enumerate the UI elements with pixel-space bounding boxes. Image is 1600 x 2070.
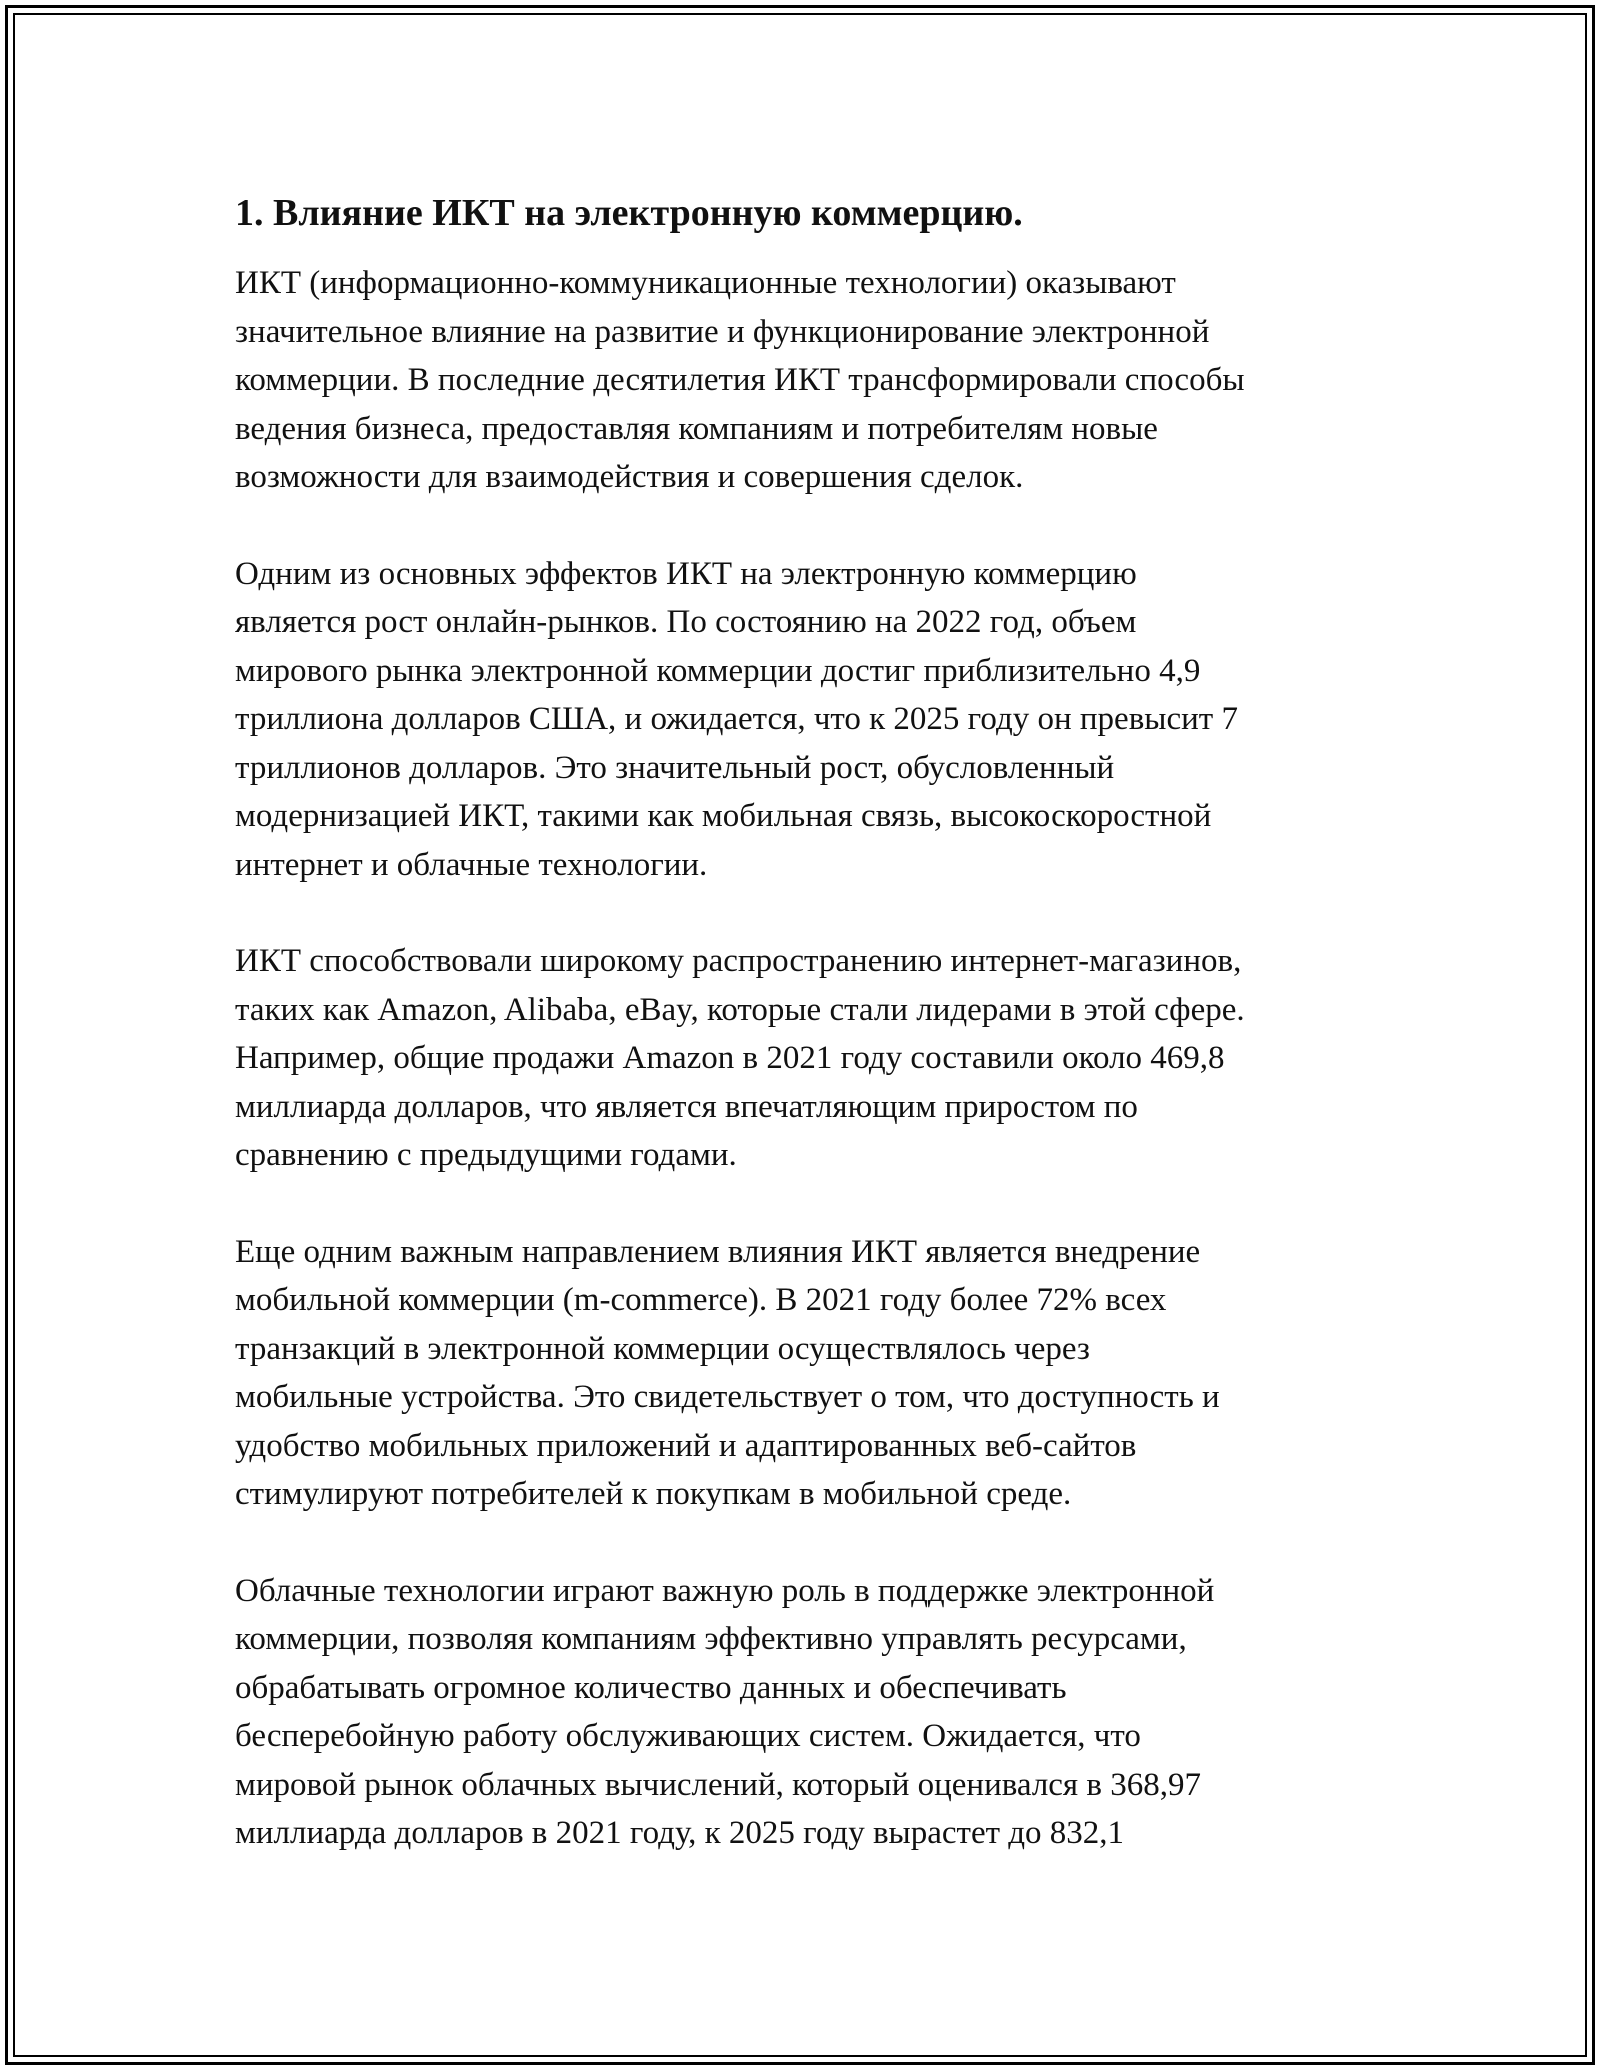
- paragraph-3: [235, 937, 1395, 1180]
- text-line: Например, общие продажи Amazon в 2021 году составили около 469,8: [235, 1040, 1225, 1076]
- text-line: модернизацией ИКТ, такими как мобильная связь, высокоскоростной: [235, 798, 1212, 834]
- text-line: триллионов долларов. Это значительный рост, обусловленный: [235, 749, 1115, 786]
- text-line: сравнению с предыдущими годами.: [235, 1137, 737, 1173]
- text-line: стимулируют потребителей к покупкам в мобильной среде.: [235, 1476, 1072, 1512]
- text-line: триллиона долларов США, и ожидается, что к 2025 году он превысит 7: [235, 701, 1238, 737]
- text-line: таких как Amazon, Alibaba, eBay, которые стали лидерами в этой сфере.: [235, 991, 1245, 1028]
- text-line: ИКТ способствовали широкому распространению интернет-магазинов,: [235, 943, 1242, 979]
- text-line: удобство мобильных приложений и адаптированных веб-сайтов: [235, 1427, 1137, 1464]
- paragraph-1: [235, 259, 1395, 502]
- text-line: является рост онлайн-рынков. По состоянию на 2022 год, объем: [235, 604, 1137, 640]
- text-line: бесперебойную работу обслуживающих систем. Ожидается, что: [235, 1718, 1141, 1754]
- text-line: мобильные устройства. Это свидетельствует о том, что доступность и: [235, 1379, 1220, 1415]
- text-line: Облачные технологии играют важную роль в поддержке электронной: [235, 1572, 1215, 1609]
- text-line: ИКТ (информационно-коммуникационные технологии) оказывают: [235, 265, 1176, 301]
- text-line: значительное влияние на развитие и функционирование электронной: [235, 313, 1210, 350]
- text-line: транзакций в электронной коммерции осуществлялось через: [235, 1330, 1090, 1367]
- text-line: миллиарда долларов в 2021 году, к 2025 году вырастет до 832,1: [235, 1815, 1125, 1851]
- text-line: возможности для взаимодействия и совершения сделок.: [235, 459, 1024, 495]
- text-line: Одним из основных эффектов ИКТ на электронную коммерцию: [235, 555, 1137, 592]
- paragraph-4: [235, 1228, 1395, 1519]
- text-line: коммерции. В последние десятилетия ИКТ трансформировали способы: [235, 362, 1245, 398]
- text-line: обрабатывать огромное количество данных и обеспечивать: [235, 1669, 1067, 1706]
- paragraph-2: [235, 550, 1395, 890]
- text-line: интернет и облачные технологии.: [235, 846, 708, 883]
- document-body: [235, 187, 1395, 1858]
- text-line: мировой рынок облачных вычислений, который оценивался в 368,97: [235, 1766, 1201, 1803]
- text-line: ведения бизнеса, предоставляя компаниям и потребителям новые: [235, 410, 1158, 447]
- text-line: миллиарда долларов, что является впечатляющим приростом по: [235, 1088, 1138, 1125]
- paragraph-5: [235, 1567, 1395, 1858]
- text-line: коммерции, позволяя компаниям эффективно управлять ресурсами,: [235, 1621, 1187, 1657]
- text-line: Еще одним важным направлением влияния ИКТ является внедрение: [235, 1233, 1201, 1270]
- text-line: мобильной коммерции (m-commerce). В 2021 году более 72% всех: [235, 1282, 1167, 1318]
- text-line: мирового рынка электронной коммерции достиг приблизительно 4,9: [235, 652, 1201, 689]
- paragraph-list: [235, 259, 1395, 1858]
- section-heading: 1. Влияние ИКТ на электронную коммерцию.: [235, 192, 1023, 234]
